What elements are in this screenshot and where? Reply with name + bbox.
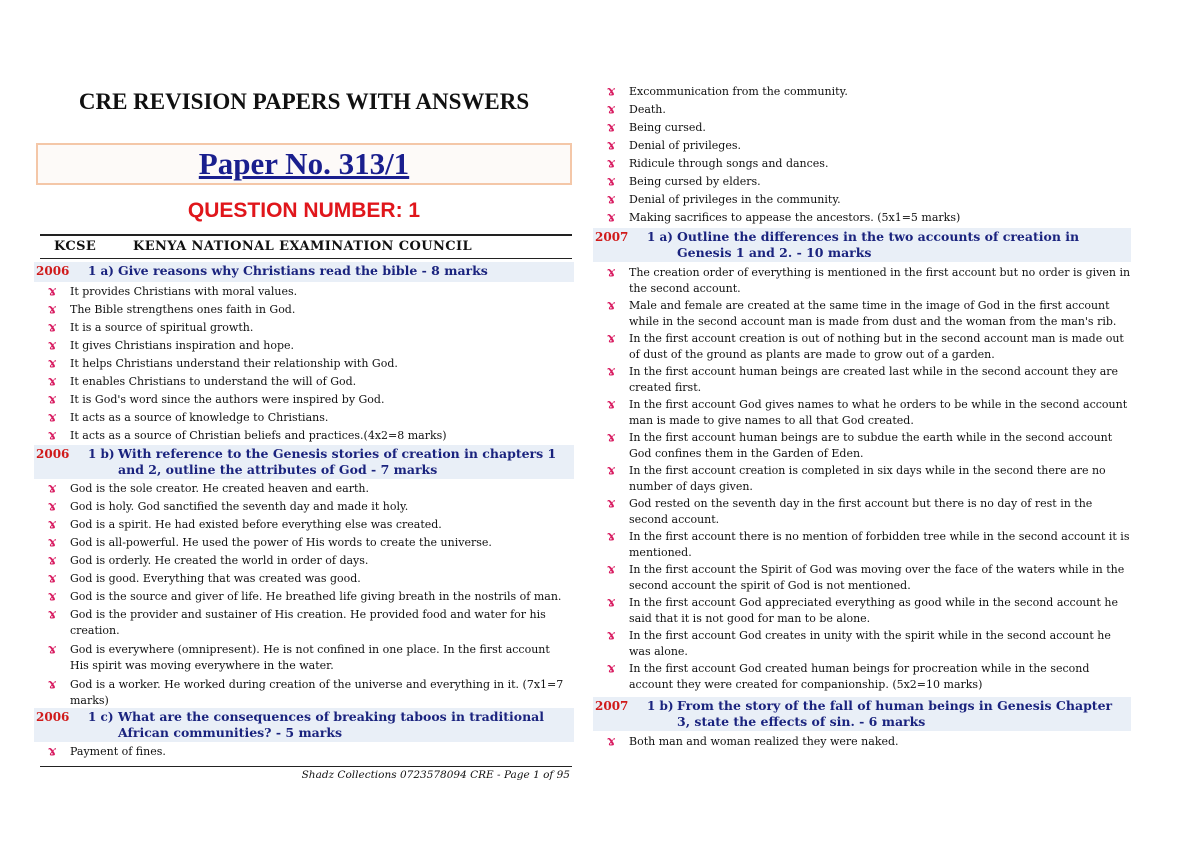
bullet-icon: ɤ bbox=[48, 589, 57, 604]
answer-item bbox=[607, 156, 1132, 172]
answer-text: In the first account human beings are to subdue the earth while in the second account God confines them in the Garden of Eden. bbox=[629, 431, 1113, 460]
question-part: 1 b) bbox=[647, 699, 674, 713]
bullet-icon: ɤ bbox=[607, 661, 616, 676]
bullet-icon: ɤ bbox=[48, 607, 57, 622]
bullet-icon: ɤ bbox=[607, 397, 616, 412]
answer-text: In the first account God creates in unity with the spirit while in the second account he was alone. bbox=[629, 629, 1111, 658]
answer-item bbox=[607, 102, 1132, 118]
bullet-icon: ɤ bbox=[607, 331, 616, 346]
bullet-icon: ɤ bbox=[607, 84, 616, 99]
kcse-label: KCSE bbox=[54, 239, 97, 254]
answer-item bbox=[607, 463, 1132, 495]
paper-number-box bbox=[36, 143, 572, 185]
answer-text: Both man and woman realized they were naked. bbox=[629, 735, 899, 748]
answer-text: God is a spirit. He had existed before everything else was created. bbox=[70, 518, 442, 531]
answer-text: It gives Christians inspiration and hope. bbox=[70, 339, 295, 352]
answer-text: It is a source of spiritual growth. bbox=[70, 321, 254, 334]
answer-item bbox=[607, 562, 1132, 594]
question-part: 1 a) bbox=[647, 230, 673, 244]
answer-text: It is God's word since the authors were inspired by God. bbox=[70, 393, 385, 406]
bullet-icon: ɤ bbox=[607, 138, 616, 153]
bullet-icon: ɤ bbox=[48, 284, 57, 299]
answer-item bbox=[607, 138, 1132, 154]
answer-item bbox=[607, 496, 1132, 528]
answer-text: The creation order of everything is mentioned in the first account but no order is given in the second account. bbox=[629, 266, 1131, 295]
answer-item bbox=[48, 607, 568, 639]
answer-item bbox=[48, 499, 568, 515]
answer-text: The Bible strengthens ones faith in God. bbox=[70, 303, 296, 316]
answer-item bbox=[607, 734, 1132, 750]
answer-text: In the first account human beings are created last while in the second account they are created first. bbox=[629, 365, 1119, 394]
bullet-icon: ɤ bbox=[607, 734, 616, 749]
question-year: 2006 bbox=[36, 447, 70, 461]
bullet-icon: ɤ bbox=[607, 463, 616, 478]
answer-text: Being cursed by elders. bbox=[629, 175, 761, 188]
bullet-icon: ɤ bbox=[48, 744, 57, 759]
answer-item bbox=[607, 628, 1132, 660]
bullet-icon: ɤ bbox=[48, 535, 57, 550]
bullet-icon: ɤ bbox=[607, 174, 616, 189]
bullet-icon: ɤ bbox=[48, 320, 57, 335]
answer-text: God is a worker. He worked during creation of the universe and everything in it. (7x1=7 marks) bbox=[70, 678, 564, 707]
answer-text: Death. bbox=[629, 103, 666, 116]
answer-text: God rested on the seventh day in the first account but there is no day of rest in the second account. bbox=[629, 497, 1093, 526]
question-year: 2006 bbox=[36, 710, 70, 724]
bullet-icon: ɤ bbox=[48, 374, 57, 389]
bullet-icon: ɤ bbox=[607, 595, 616, 610]
answer-text: Being cursed. bbox=[629, 121, 706, 134]
answer-text: God is orderly. He created the world in order of days. bbox=[70, 554, 369, 567]
answer-text: God is good. Everything that was created was good. bbox=[70, 572, 361, 585]
question-text: With reference to the Genesis stories of creation in chapters 1 and 2, outline the attributes of God - 7 marks bbox=[118, 446, 557, 477]
answer-item bbox=[48, 356, 568, 372]
answer-text: It acts as a source of knowledge to Christians. bbox=[70, 411, 329, 424]
bullet-icon: ɤ bbox=[48, 392, 57, 407]
bullet-icon: ɤ bbox=[48, 338, 57, 353]
question-part: 1 c) bbox=[88, 710, 114, 724]
paper-number: Paper No. 313/1 bbox=[198, 146, 410, 181]
answer-text: It provides Christians with moral values. bbox=[70, 285, 298, 298]
question-header bbox=[34, 708, 574, 742]
answer-item bbox=[607, 331, 1132, 363]
answer-item bbox=[48, 428, 568, 444]
answer-item bbox=[607, 397, 1132, 429]
answer-item bbox=[607, 298, 1132, 330]
answer-item bbox=[48, 320, 568, 336]
question-year: 2007 bbox=[595, 699, 629, 713]
answer-text: Male and female are created at the same time in the image of God in the first account while in the second account man is made from dust and the woman from the man's rib. bbox=[629, 299, 1117, 328]
bullet-icon: ɤ bbox=[48, 642, 57, 657]
answer-item bbox=[48, 517, 568, 533]
answer-item bbox=[607, 265, 1132, 297]
answer-item bbox=[48, 338, 568, 354]
answer-text: In the first account God created human beings for procreation while in the second account they were created for companionship. (5x2=10 marks) bbox=[629, 662, 1090, 691]
answer-item bbox=[607, 529, 1132, 561]
kcse-header bbox=[40, 234, 572, 259]
bullet-icon: ɤ bbox=[607, 496, 616, 511]
page-footer: Shadz Collections 0723578094 CRE - Page 1 of 95 bbox=[301, 769, 570, 781]
bullet-icon: ɤ bbox=[607, 298, 616, 313]
answer-text: God is the source and giver of life. He breathed life giving breath in the nostrils of man. bbox=[70, 590, 562, 603]
bullet-icon: ɤ bbox=[48, 677, 57, 692]
question-text: What are the consequences of breaking taboos in traditional African communities? - 5 marks bbox=[118, 709, 545, 740]
answer-text: God is the sole creator. He created heaven and earth. bbox=[70, 482, 370, 495]
answer-item bbox=[48, 744, 568, 760]
question-text: Outline the differences in the two accounts of creation in Genesis 1 and 2. - 10 marks bbox=[677, 229, 1080, 260]
answer-item bbox=[607, 84, 1132, 100]
answer-item bbox=[48, 642, 568, 674]
answer-text: In the first account God appreciated everything as good while in the second account he said that it is not good for man to be alone. bbox=[629, 596, 1119, 625]
answer-text: In the first account creation is out of nothing but in the second account man is made out of dust of the ground as plants are made to grow out of a garden. bbox=[629, 332, 1124, 361]
bullet-icon: ɤ bbox=[48, 517, 57, 532]
answer-item bbox=[48, 392, 568, 408]
bullet-icon: ɤ bbox=[48, 356, 57, 371]
answer-item bbox=[48, 302, 568, 318]
bullet-icon: ɤ bbox=[48, 302, 57, 317]
question-header bbox=[593, 228, 1131, 262]
answer-item bbox=[48, 284, 568, 300]
answer-text: Payment of fines. bbox=[70, 745, 166, 758]
question-text: Give reasons why Christians read the bible - 8 marks bbox=[118, 263, 488, 278]
bullet-icon: ɤ bbox=[607, 120, 616, 135]
answer-text: God is holy. God sanctified the seventh day and made it holy. bbox=[70, 500, 409, 513]
answer-item bbox=[48, 481, 568, 497]
answer-text: God is everywhere (omnipresent). He is not confined in one place. In the first account His spirit was moving everywhere in the water. bbox=[70, 643, 550, 672]
answer-text: In the first account the Spirit of God was moving over the face of the waters while in the second account the spirit of God is not mentioned. bbox=[629, 563, 1125, 592]
answer-text: Denial of privileges in the community. bbox=[629, 193, 841, 206]
bullet-icon: ɤ bbox=[607, 192, 616, 207]
bullet-icon: ɤ bbox=[48, 410, 57, 425]
bullet-icon: ɤ bbox=[607, 265, 616, 280]
answer-item bbox=[607, 430, 1132, 462]
answer-item bbox=[48, 374, 568, 390]
answer-text: In the first account God gives names to what he orders to be while in the second account man is made to give names to all that God created. bbox=[629, 398, 1128, 427]
question-header bbox=[34, 262, 574, 282]
answer-text: Denial of privileges. bbox=[629, 139, 741, 152]
answer-item bbox=[607, 120, 1132, 136]
answer-text: It helps Christians understand their relationship with God. bbox=[70, 357, 398, 370]
answer-item bbox=[607, 174, 1132, 190]
bullet-icon: ɤ bbox=[48, 553, 57, 568]
answer-item bbox=[607, 210, 1132, 226]
question-part: 1 a) bbox=[88, 264, 114, 278]
answer-item bbox=[607, 661, 1132, 693]
answer-item bbox=[607, 192, 1132, 208]
answer-item bbox=[607, 364, 1132, 396]
question-header bbox=[593, 697, 1131, 731]
bullet-icon: ɤ bbox=[48, 499, 57, 514]
question-number: QUESTION NUMBER: 1 bbox=[187, 199, 421, 222]
bullet-icon: ɤ bbox=[607, 430, 616, 445]
bullet-icon: ɤ bbox=[48, 481, 57, 496]
bottom-divider bbox=[40, 766, 572, 767]
answer-item bbox=[48, 535, 568, 551]
council-name: KENYA NATIONAL EXAMINATION COUNCIL bbox=[133, 239, 473, 254]
answer-item bbox=[48, 571, 568, 587]
answer-text: God is all-powerful. He used the power of His words to create the universe. bbox=[70, 536, 492, 549]
answer-text: God is the provider and sustainer of His creation. He provided food and water for his creation. bbox=[70, 608, 546, 637]
question-year: 2007 bbox=[595, 230, 629, 244]
bullet-icon: ɤ bbox=[607, 364, 616, 379]
answer-item bbox=[48, 553, 568, 569]
answer-item bbox=[48, 589, 568, 605]
answer-text: Making sacrifices to appease the ancestors. (5x1=5 marks) bbox=[629, 211, 961, 224]
answer-text: In the first account there is no mention of forbidden tree while in the second account it is mentioned. bbox=[629, 530, 1130, 559]
answer-text: It enables Christians to understand the will of God. bbox=[70, 375, 357, 388]
question-part: 1 b) bbox=[88, 447, 115, 461]
bullet-icon: ɤ bbox=[48, 428, 57, 443]
answer-item bbox=[48, 410, 568, 426]
question-text: From the story of the fall of human beings in Genesis Chapter 3, state the effects of sin. - 6 marks bbox=[677, 698, 1113, 729]
answer-text: Ridicule through songs and dances. bbox=[629, 157, 829, 170]
bullet-icon: ɤ bbox=[48, 571, 57, 586]
document-title: CRE REVISION PAPERS WITH ANSWERS bbox=[78, 89, 530, 114]
answer-item bbox=[48, 677, 568, 709]
bullet-icon: ɤ bbox=[607, 102, 616, 117]
bullet-icon: ɤ bbox=[607, 628, 616, 643]
bullet-icon: ɤ bbox=[607, 529, 616, 544]
bullet-icon: ɤ bbox=[607, 210, 616, 225]
answer-text: Excommunication from the community. bbox=[629, 85, 848, 98]
answer-text: In the first account creation is completed in six days while in the second there are no number of days given. bbox=[629, 464, 1106, 493]
question-year: 2006 bbox=[36, 264, 70, 278]
answer-item bbox=[607, 595, 1132, 627]
question-header bbox=[34, 445, 574, 479]
bullet-icon: ɤ bbox=[607, 156, 616, 171]
bullet-icon: ɤ bbox=[607, 562, 616, 577]
answer-text: It acts as a source of Christian beliefs and practices.(4x2=8 marks) bbox=[70, 429, 447, 442]
